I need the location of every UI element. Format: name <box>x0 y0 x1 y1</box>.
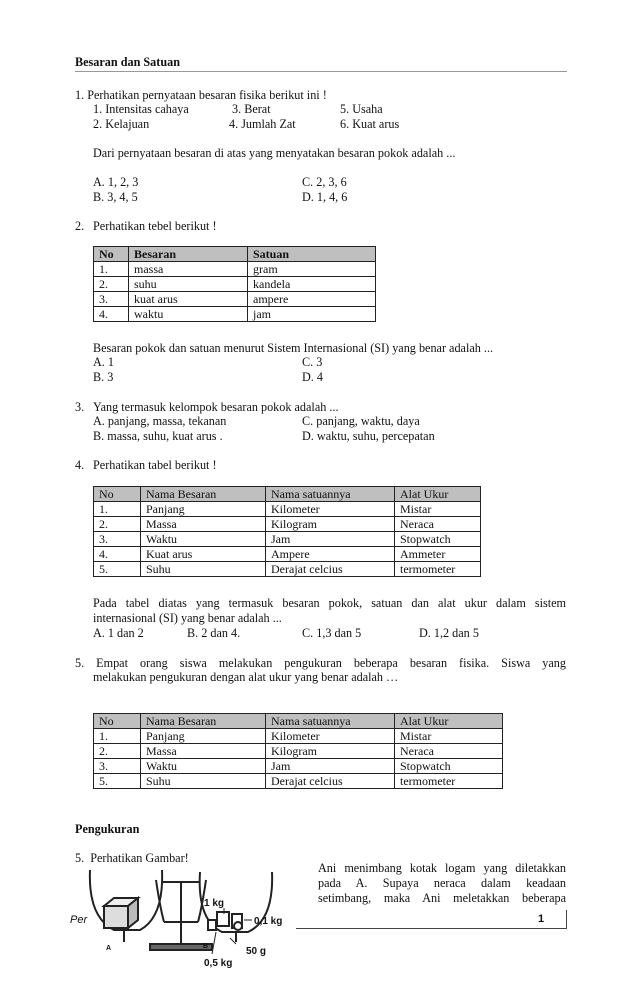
q3-stem: Yang termasuk kelompok besaran pokok adalah ... <box>93 400 339 414</box>
table-cell: Massa <box>141 517 266 532</box>
q1-option: A. 1, 2, 3 <box>93 175 139 189</box>
table-cell: suhu <box>129 277 248 292</box>
q4-stem: Perhatikan tabel berikut ! <box>93 458 217 472</box>
q2-option: C. 3 <box>302 355 323 369</box>
table-row <box>94 729 503 744</box>
q3-number: 3. <box>75 400 85 414</box>
q5b-text-line: Ani menimbang kotak logam yang diletakkan <box>318 861 566 875</box>
page-header-title: Besaran dan Satuan <box>75 55 180 69</box>
table-cell: Waktu <box>141 532 266 547</box>
table-cell: Jam <box>266 532 395 547</box>
table-cell: Suhu <box>141 774 266 789</box>
footer-box <box>296 910 567 929</box>
table-cell: 5. <box>94 774 141 789</box>
table-cell: Kilometer <box>266 502 395 517</box>
q1-question: Dari pernyataan besaran di atas yang menyatakan besaran pokok adalah ... <box>93 146 456 160</box>
table-cell: Kilogram <box>266 744 395 759</box>
section-title: Pengukuran <box>75 822 140 836</box>
q1-item: 3. Berat <box>232 102 271 116</box>
q1-stem: 1. Perhatikan pernyataan besaran fisika berikut ini ! <box>75 88 327 102</box>
table-cell: Ammeter <box>395 547 481 562</box>
q1-item: 2. Kelajuan <box>93 117 150 131</box>
table-cell: Panjang <box>141 729 266 744</box>
table-header-cell: Nama Besaran <box>141 487 266 502</box>
q2-number: 2. <box>75 219 85 233</box>
table-cell: Suhu <box>141 562 266 577</box>
q3-option: D. waktu, suhu, percepatan <box>302 429 435 443</box>
table-header-row <box>94 247 376 262</box>
q1-item: 5. Usaha <box>340 102 383 116</box>
table-header-row <box>94 714 503 729</box>
table-header-cell: No <box>94 487 141 502</box>
q1-option: C. 2, 3, 6 <box>302 175 347 189</box>
table-row <box>94 744 503 759</box>
q1-item: 6. Kuat arus <box>340 117 400 131</box>
table-cell: Panjang <box>141 502 266 517</box>
table-header-cell: Nama Besaran <box>141 714 266 729</box>
q3-option: B. massa, suhu, kuat arus . <box>93 429 223 443</box>
table-cell: Derajat celcius <box>266 774 395 789</box>
q4-option: C. 1,3 dan 5 <box>302 626 362 640</box>
q4-table <box>93 486 481 577</box>
q5b-stem: 5. Perhatikan Gambar! <box>75 851 189 865</box>
table-cell: Kuat arus <box>141 547 266 562</box>
q4-option: B. 2 dan 4. <box>187 626 241 640</box>
table-header-cell: Nama satuannya <box>266 714 395 729</box>
table-row <box>94 774 503 789</box>
q5-table <box>93 713 503 789</box>
table-row <box>94 517 481 532</box>
table-cell: 2. <box>94 277 129 292</box>
table-row <box>94 759 503 774</box>
table-cell: 3. <box>94 532 141 547</box>
q4-question-line2: internasional (SI) yang benar adalah ... <box>93 611 282 625</box>
table-cell: waktu <box>129 307 248 322</box>
table-cell: Neraca <box>395 744 503 759</box>
q5b-text-line: setimbang, maka Ani meletakkan beberapa <box>318 891 566 905</box>
q1-option: B. 3, 4, 5 <box>93 190 138 204</box>
table-cell: 4. <box>94 307 129 322</box>
table-cell: 1. <box>94 502 141 517</box>
figure-label-weight: 50 g <box>246 946 267 957</box>
table-cell: termometer <box>395 774 503 789</box>
table-cell: 2. <box>94 517 141 532</box>
q3-option: C. panjang, waktu, daya <box>302 414 420 428</box>
table-cell: termometer <box>395 562 481 577</box>
q2-option: A. 1 <box>93 355 114 369</box>
table-cell: ampere <box>248 292 376 307</box>
table-cell: 1. <box>94 729 141 744</box>
table-header-cell: No <box>94 714 141 729</box>
q2-option: B. 3 <box>93 370 114 384</box>
q4-number: 4. <box>75 458 85 472</box>
table-row <box>94 502 481 517</box>
table-cell: Kilometer <box>266 729 395 744</box>
table-cell: 3. <box>94 292 129 307</box>
table-cell: Stopwatch <box>395 532 481 547</box>
table-cell: jam <box>248 307 376 322</box>
figure-label-weight: 0,1 kg <box>254 916 283 927</box>
table-cell: gram <box>248 262 376 277</box>
q4-option: D. 1,2 dan 5 <box>419 626 479 640</box>
table-header-cell: Satuan <box>248 247 376 262</box>
table-cell: Mistar <box>395 502 481 517</box>
q1-option: D. 1, 4, 6 <box>302 190 348 204</box>
q2-stem: Perhatikan tebel berikut ! <box>93 219 217 233</box>
figure-label-weight: 1 kg <box>204 898 225 909</box>
header-rule <box>75 71 567 72</box>
table-row <box>94 277 376 292</box>
table-header-cell: Besaran <box>129 247 248 262</box>
balance-scale-figure <box>84 862 294 974</box>
q5-stem-line2: melakukan pengukuran dengan alat ukur yang benar adalah … <box>93 670 399 684</box>
footer-text: Per <box>70 914 88 926</box>
table-row <box>94 532 481 547</box>
q3-option: A. panjang, massa, tekanan <box>93 414 227 428</box>
q4-question-line1: Pada tabel diatas yang termasuk besaran pokok, satuan dan alat ukur dalam sistem <box>93 596 566 610</box>
figure-label-weight: 0,5 kg <box>204 958 233 969</box>
figure-label-pan: B <box>203 943 209 950</box>
table-row <box>94 307 376 322</box>
table-cell: massa <box>129 262 248 277</box>
table-cell: 3. <box>94 759 141 774</box>
q2-table <box>93 246 376 322</box>
table-header-cell: Alat Ukur <box>395 714 503 729</box>
q1-item: 1. Intensitas cahaya <box>93 102 189 116</box>
q1-item: 4. Jumlah Zat <box>229 117 296 131</box>
table-cell: kuat arus <box>129 292 248 307</box>
q5-stem-line1: 5. Empat orang siswa melakukan pengukuran beberapa besaran fisika. Siswa yang <box>75 656 566 670</box>
table-row <box>94 262 376 277</box>
table-cell: Massa <box>141 744 266 759</box>
table-cell: Waktu <box>141 759 266 774</box>
table-cell: Mistar <box>395 729 503 744</box>
table-cell: Jam <box>266 759 395 774</box>
table-cell: Neraca <box>395 517 481 532</box>
table-cell: kandela <box>248 277 376 292</box>
table-header-cell: Nama satuannya <box>266 487 395 502</box>
table-header-row <box>94 487 481 502</box>
page-number: 1 <box>538 913 545 925</box>
table-cell: 5. <box>94 562 141 577</box>
q4-option: A. 1 dan 2 <box>93 626 144 640</box>
table-header-cell: Alat Ukur <box>395 487 481 502</box>
table-cell: Ampere <box>266 547 395 562</box>
figure-label-pan: A <box>106 945 112 952</box>
table-header-cell: No <box>94 247 129 262</box>
table-row <box>94 547 481 562</box>
table-cell: 4. <box>94 547 141 562</box>
q5b-text-line: pada A. Supaya neraca dalam keadaan <box>318 876 566 890</box>
table-cell: Kilogram <box>266 517 395 532</box>
table-row <box>94 292 376 307</box>
table-row <box>94 562 481 577</box>
table-cell: 2. <box>94 744 141 759</box>
q2-question: Besaran pokok dan satuan menurut Sistem Internasional (SI) yang benar adalah ... <box>93 341 494 355</box>
table-cell: 1. <box>94 262 129 277</box>
table-cell: Stopwatch <box>395 759 503 774</box>
q2-option: D. 4 <box>302 370 323 384</box>
table-cell: Derajat celcius <box>266 562 395 577</box>
